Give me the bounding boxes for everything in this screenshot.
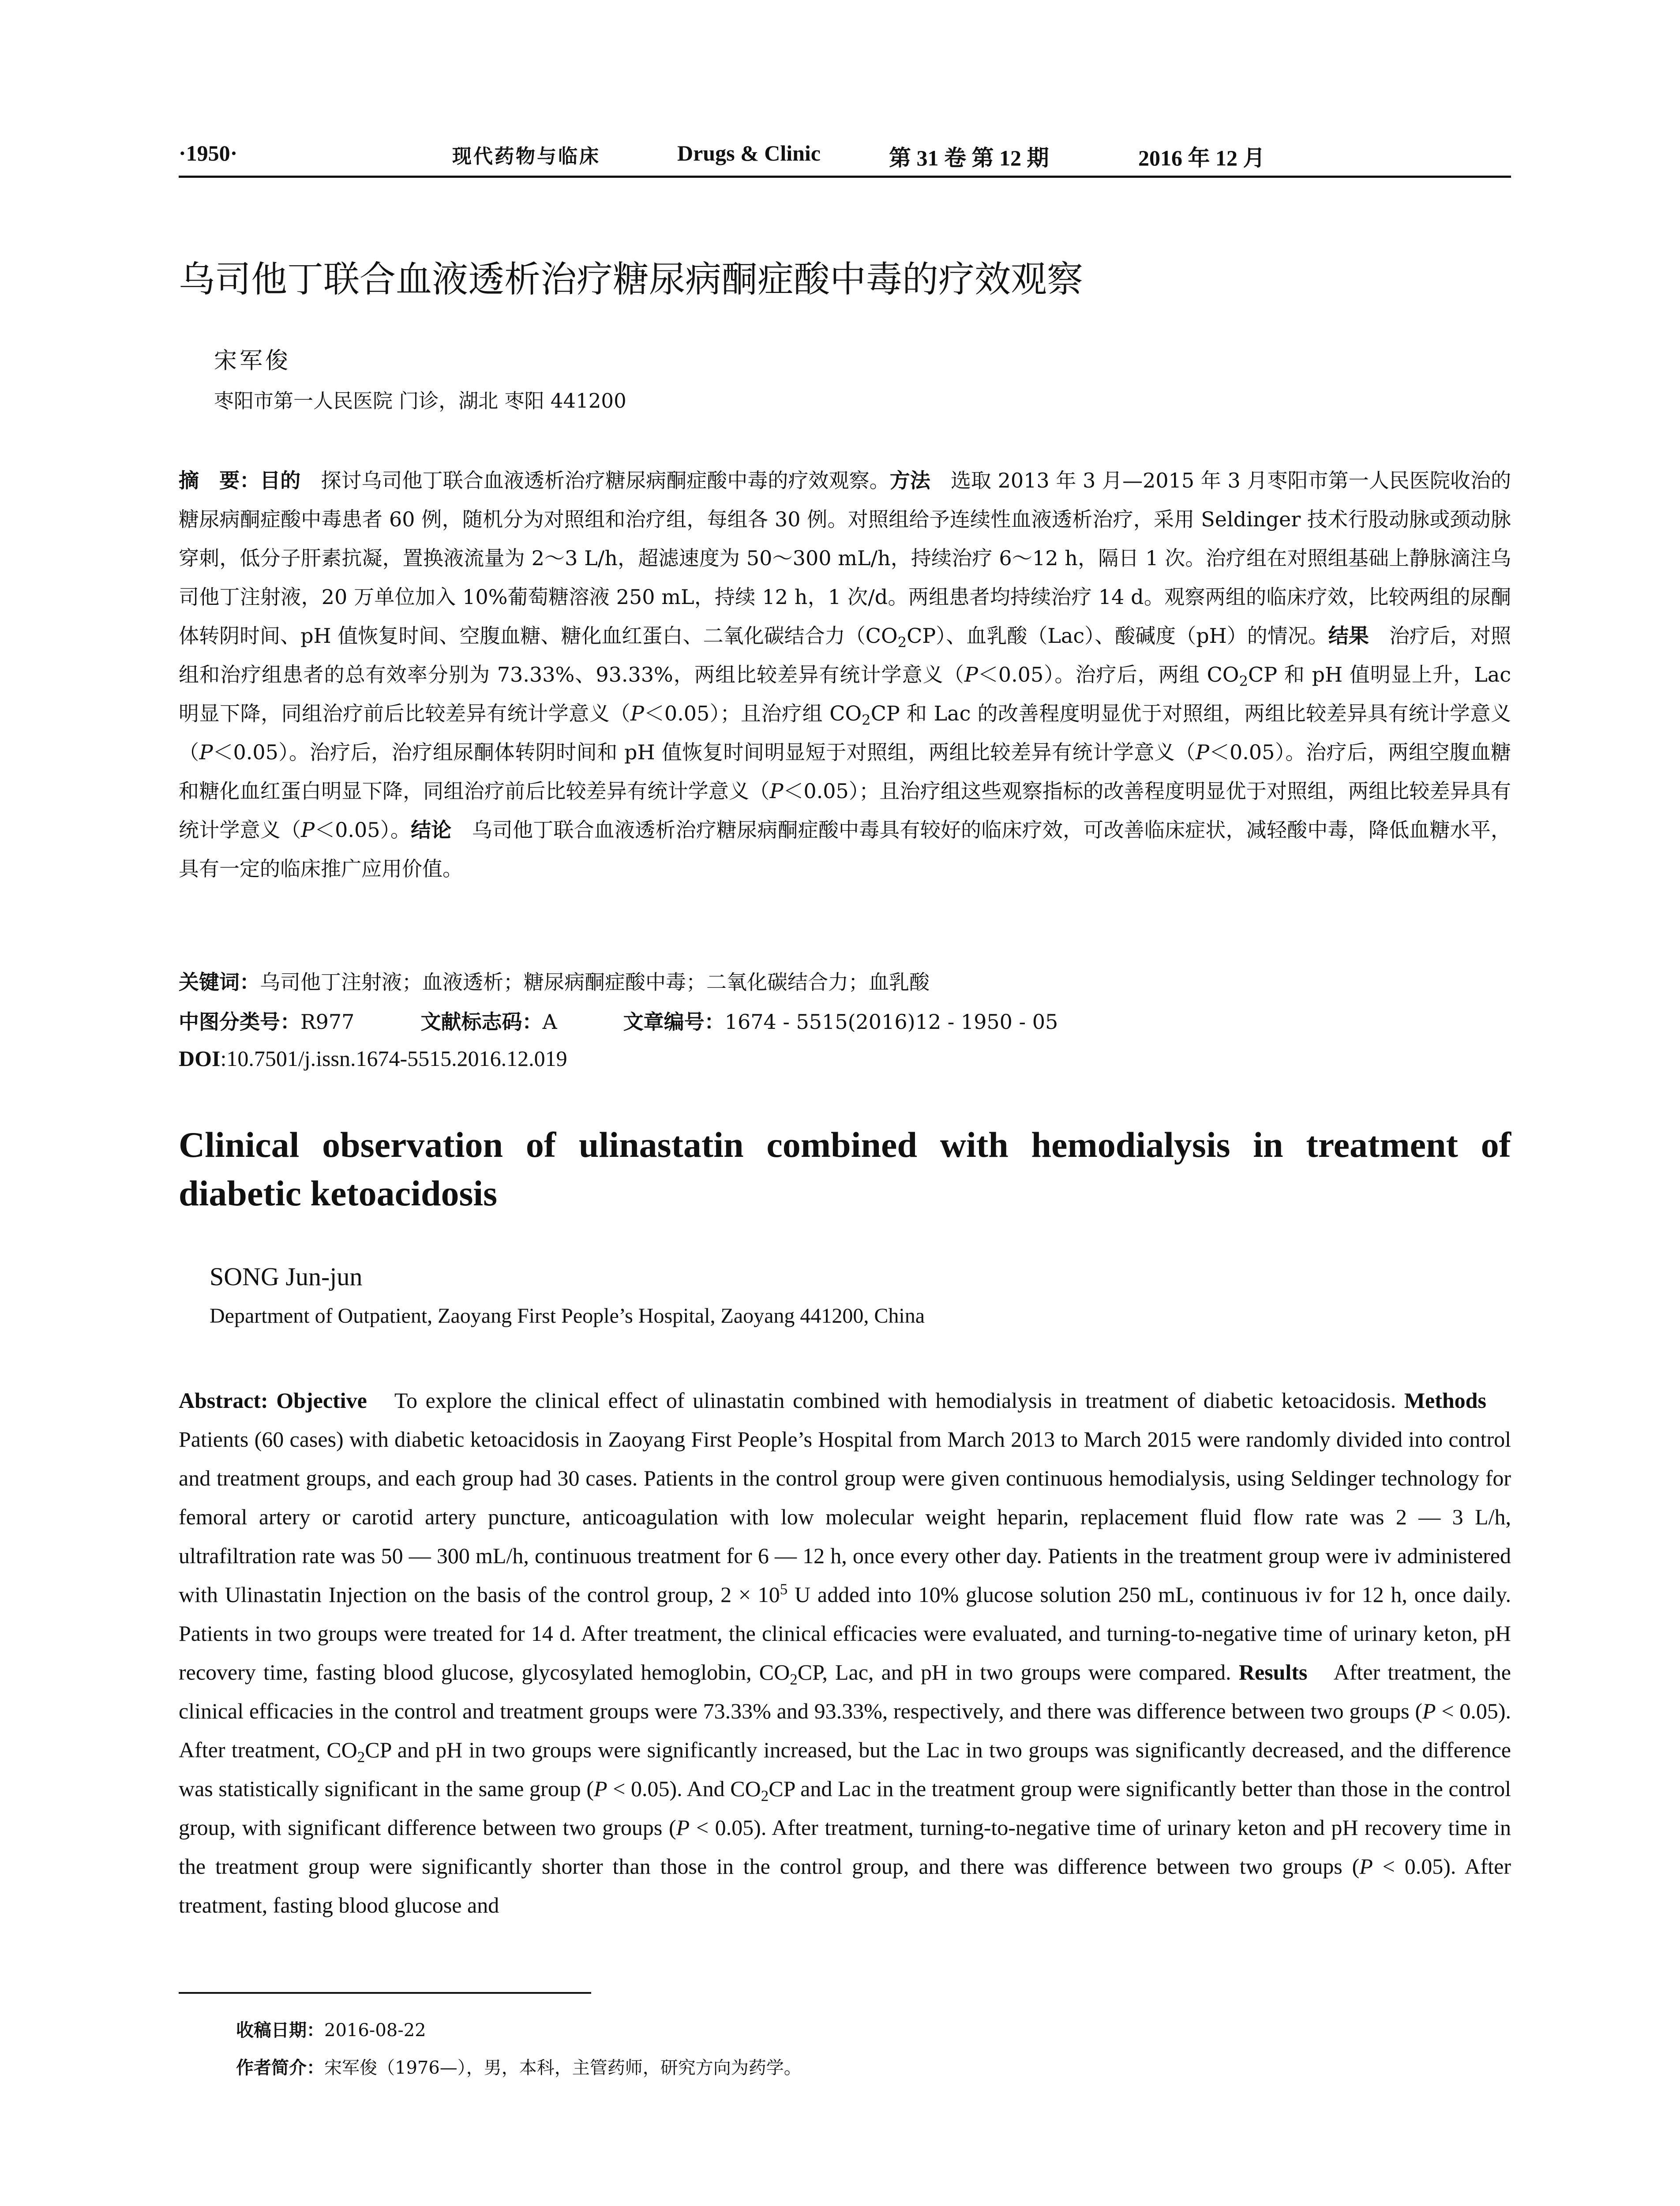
p-value-symbol: P — [593, 1776, 608, 1801]
class-value: R977 — [300, 1010, 355, 1034]
conclusion-label-zh: 结论 — [411, 818, 452, 842]
abstract-en — [179, 1381, 1511, 1925]
footnote-rule — [179, 1992, 591, 1994]
class-label: 中图分类号： — [179, 1010, 300, 1034]
methods-text-zh: CP）、血乳酸（Lac）、酸碱度（pH）的情况。 — [907, 624, 1328, 648]
page-number: ·1950· — [179, 141, 238, 165]
affiliation-en: Department of Outpatient, Zaoyang First People’s Hospital, Zaoyang 441200, China — [210, 1304, 925, 1328]
methods-text-en: Patients (60 cases) with diabetic ketoacidosis in Zaoyang First People’s Hospital from March 2013 to March 2015 were randomly divided into control and treatment groups, and each group had 30 cases. Patients in the control group were given continuous hemodialysis, using Seldinger technology for femoral artery or carotid artery puncture, anticoagulation with low molecular weight heparin, replacement fluid flow rate was 2 — 3 L/h, ultrafiltration rate was 50 — 300 mL/h, continuous treatment for 6 — 12 h, once every other day. Patients in the treatment group were iv administered with Ulinastatin Injection on the basis of the control group, 2 × 10 — [179, 1388, 1511, 1607]
author-en: SONG Jun-jun — [210, 1262, 363, 1291]
journal-name-en: Drugs & Clinic — [677, 141, 821, 165]
volume-issue: 第 31 卷 第 12 期 — [889, 146, 1049, 170]
results-text-zh: ＜0.05）。 — [315, 818, 411, 842]
article-number-value: 1674 - 5515(2016)12 - 1950 - 05 — [724, 1010, 1058, 1034]
p-value-symbol: P — [630, 702, 644, 725]
affiliation-zh: 枣阳市第一人民医院 门诊，湖北 枣阳 441200 — [214, 389, 626, 413]
results-text-en: After treatment, the clinical efficacies in the control and treatment groups were 73.33% and 93.33%, respectively, and there was difference between two groups ( — [179, 1660, 1511, 1723]
methods-label-zh: 方法 — [889, 469, 930, 492]
subscript-2: 2 — [357, 1748, 365, 1766]
keywords-value: 乌司他丁注射液；血液透析；糖尿病酮症酸中毒；二氧化碳结合力；血乳酸 — [260, 970, 930, 994]
p-value-symbol: P — [1359, 1854, 1373, 1879]
subscript-2: 2 — [790, 1671, 798, 1688]
author-zh: 宋军俊 — [214, 348, 291, 374]
subscript-2: 2 — [897, 634, 907, 651]
methods-text-en: U added into 10% glucose solution 250 mL, continuous iv for 12 h, once daily. Patients in two groups were treated for 14 d. After treatment, the clinical efficacies were evaluated, and turning-to-negative time of urinary keton, pH recovery time, fasting blood glucose, glycosylated hemoglobin, CO — [179, 1582, 1511, 1685]
doc-code-label: 文献标志码： — [420, 1010, 543, 1034]
issue-date: 2016 年 12 月 — [1138, 146, 1265, 170]
bio-text: 宋军俊（1976—），男，本科，主管药师，研究方向为药学。 — [324, 2058, 802, 2078]
results-label-zh: 结果 — [1328, 624, 1369, 648]
results-text-zh: ＜0.05）。治疗后，两组 CO — [978, 663, 1239, 687]
results-text-zh: 治疗后，对照组和治疗组患者的总有效率分别为 73.33%、93.33%，两组比较差异有统计学意义（ — [179, 624, 1511, 687]
results-label-en: Results — [1238, 1660, 1308, 1685]
doc-code-value: A — [542, 1010, 557, 1034]
running-header — [179, 140, 1511, 176]
results-text-en: < 0.05). After treatment, fasting blood glucose and — [179, 1854, 1511, 1917]
abstract-zh — [179, 461, 1511, 888]
objective-text-zh: 探讨乌司他丁联合血液透析治疗糖尿病酮症酸中毒的疗效观察。 — [300, 469, 890, 492]
results-text-en: < 0.05). And CO — [607, 1776, 761, 1801]
results-text-en: CP and pH in two groups were significantly increased, but the Lac in two groups was significantly decreased, and the difference was statistically significant in the same group ( — [179, 1737, 1511, 1801]
results-text-zh: CP 和 Lac 的改善程度明显优于对照组，两组比较差异具有统计学意义（ — [179, 702, 1511, 764]
results-text-en: < 0.05). After treatment, turning-to-negative time of urinary keton and pH recovery time in the treatment group were significantly shorter than those in the control group, and there was difference between two groups ( — [179, 1815, 1511, 1879]
footnote-author-bio — [236, 2054, 802, 2079]
abstract-label-en: Abstract: Objective — [179, 1388, 367, 1413]
results-text-en: CP and Lac in the treatment group were significantly better than those in the control group, with significant difference between two groups ( — [179, 1776, 1511, 1840]
p-value-symbol: P — [769, 779, 784, 803]
received-label: 收稿日期： — [236, 2020, 324, 2041]
abstract-label-zh: 摘 要： — [179, 469, 260, 492]
superscript-5: 5 — [780, 1580, 788, 1598]
results-text-zh: ＜0.05）；且治疗组这些观察指标的改善程度明显优于对照组，两组比较差异具有统计学意义（ — [179, 779, 1511, 842]
methods-label-en: Methods — [1404, 1388, 1486, 1413]
received-date: 2016-08-22 — [324, 2020, 426, 2041]
footnote-received — [236, 2016, 426, 2041]
p-value-symbol: P — [676, 1815, 690, 1840]
header-rule — [179, 176, 1511, 178]
doi-line — [179, 1046, 567, 1071]
objective-label-zh: 目的 — [260, 469, 301, 492]
article-number-label: 文章编号： — [623, 1010, 725, 1034]
conclusion-text-zh: 乌司他丁联合血液透析治疗糖尿病酮症酸中毒具有较好的临床疗效，可改善临床症状，减轻酸中毒，降低血糖水平，具有一定的临床推广应用价值。 — [179, 818, 1511, 881]
p-value-symbol: P — [1422, 1699, 1436, 1723]
doi-value: :10.7501/j.issn.1674-5515.2016.12.019 — [220, 1046, 567, 1071]
subscript-2: 2 — [862, 712, 871, 729]
classification-line — [179, 1006, 1058, 1035]
p-value-symbol: P — [1196, 740, 1209, 764]
keywords-label: 关键词： — [179, 970, 260, 994]
doi-label: DOI — [179, 1046, 221, 1071]
results-text-en: < 0.05). After treatment, CO — [179, 1699, 1511, 1762]
p-value-symbol: P — [199, 740, 213, 764]
article-title-zh: 乌司他丁联合血液透析治疗糖尿病酮症酸中毒的疗效观察 — [179, 259, 1084, 300]
results-text-zh: CP 和 pH 值明显上升，Lac 明显下降，同组治疗前后比较差异有统计学意义（ — [179, 663, 1511, 725]
results-text-zh: ＜0.05）。治疗后，治疗组尿酮体转阴时间和 pH 值恢复时间明显短于对照组，两组比较差异有统计学意义（ — [213, 740, 1196, 764]
results-text-zh: ＜0.05）；且治疗组 CO — [644, 702, 862, 725]
subscript-2: 2 — [761, 1787, 769, 1805]
p-value-symbol: P — [964, 663, 978, 687]
methods-text-zh: 选取 2013 年 3 月—2015 年 3 月枣阳市第一人民医院收治的糖尿病酮症酸中毒患者 60 例，随机分为对照组和治疗组，每组各 30 例。对照组给予连续性血液透析治疗，采用 Seldinger 技术行股动脉或颈动脉穿刺，低分子肝素抗凝，置换液流量为 2～3 L/h，超滤速度为 50～300 mL/h，持续治疗 6～12 h，隔日 1 次。治疗组在对照组基础上静脉滴注乌司他丁注射液，20 万单位加入 10%葡萄糖溶液 250 mL，持续 12 h，1 次/d。两组患者均持续治疗 14 d。观察两组的临床疗效，比较两组的尿酮体转阴时间、pH 值恢复时间、空腹血糖、糖化血红蛋白、二氧化碳结合力（CO — [179, 469, 1511, 648]
article-title-en: Clinical observation of ulinastatin combined with hemodialysis in treatment of diabetic ketoacidosis — [179, 1125, 1511, 1213]
objective-text-en: To explore the clinical effect of ulinastatin combined with hemodialysis in treatment of diabetic ketoacidosis. — [367, 1388, 1396, 1413]
methods-text-en: CP, Lac, and pH in two groups were compared. — [797, 1660, 1231, 1685]
keywords-zh — [179, 966, 930, 995]
journal-name-zh: 现代药物与临床 — [452, 146, 600, 167]
subscript-2: 2 — [1239, 673, 1248, 690]
results-text-zh: ＜0.05）。治疗后，两组空腹血糖和糖化血红蛋白明显下降，同组治疗前后比较差异有统计学意义（ — [179, 740, 1511, 803]
bio-label: 作者简介： — [236, 2058, 324, 2078]
p-value-symbol: P — [301, 818, 315, 842]
